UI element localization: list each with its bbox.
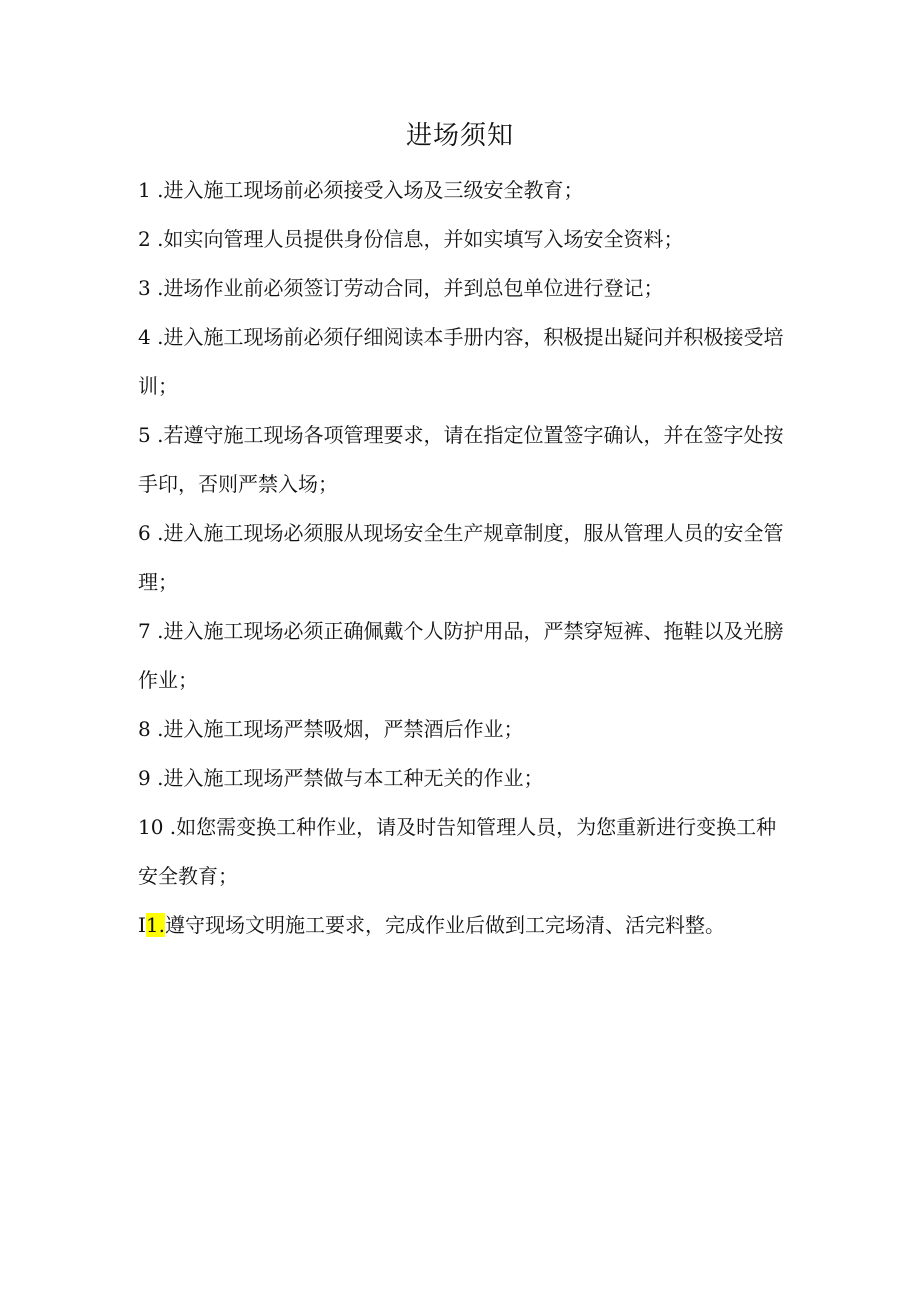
item-number: 6: [138, 521, 151, 545]
notice-item-8: [138, 705, 788, 754]
item-text: .进入施工现场前必须仔细阅读本手册内容，积极提出疑问并积极接受培训；: [138, 325, 784, 398]
item-text: .如您需变换工种作业，请及时告知管理人员，为您重新进行变换工种安全教育；: [138, 815, 777, 888]
item-number: 1: [138, 178, 151, 202]
item-text: .若遵守施工现场各项管理要求，请在指定位置签字确认，并在签字处按手印，否则严禁入场；: [138, 423, 784, 496]
notice-item-6: [138, 509, 788, 607]
item-text: .进入施工现场严禁吸烟，严禁酒后作业；: [150, 717, 524, 741]
item-number-prefix: I: [138, 913, 146, 937]
notice-item-1: [138, 166, 788, 215]
notice-item-3: [138, 264, 788, 313]
notice-item-5: [138, 411, 788, 509]
item-number: 10: [138, 815, 164, 839]
notice-item-9: [138, 754, 788, 803]
item-number: 7: [138, 619, 151, 643]
item-number: 4: [138, 325, 151, 349]
notice-item-11: [138, 901, 788, 950]
document-title: 进场须知: [405, 121, 514, 151]
item-text: .进入施工现场必须服从现场安全生产规章制度，服从管理人员的安全管理；: [138, 521, 784, 594]
item-text: .进入施工现场严禁做与本工种无关的作业；: [150, 766, 544, 790]
highlighted-number: 1.: [145, 913, 165, 937]
item-text: .如实向管理人员提供身份信息，并如实填写入场安全资料；: [150, 227, 684, 251]
notice-list: [138, 166, 788, 950]
notice-item-4: [138, 313, 788, 411]
item-text: .进入施工现场前必须接受入场及三级安全教育；: [150, 178, 584, 202]
notice-item-10: [138, 803, 788, 901]
item-number: 5: [138, 423, 151, 447]
item-number: 8: [138, 717, 151, 741]
item-number: 2: [138, 227, 151, 251]
item-text: .进入施工现场必须正确佩戴个人防护用品，严禁穿短裤、拖鞋以及光膀作业；: [138, 619, 784, 692]
item-text: 遵守现场文明施工要求，完成作业后做到工完场清、活完料整。: [165, 913, 725, 937]
item-number: 9: [138, 766, 151, 790]
item-number: 3: [138, 276, 151, 300]
item-text: .进场作业前必须签订劳动合同，并到总包单位进行登记；: [150, 276, 664, 300]
notice-item-7: [138, 607, 788, 705]
notice-item-2: [138, 215, 788, 264]
